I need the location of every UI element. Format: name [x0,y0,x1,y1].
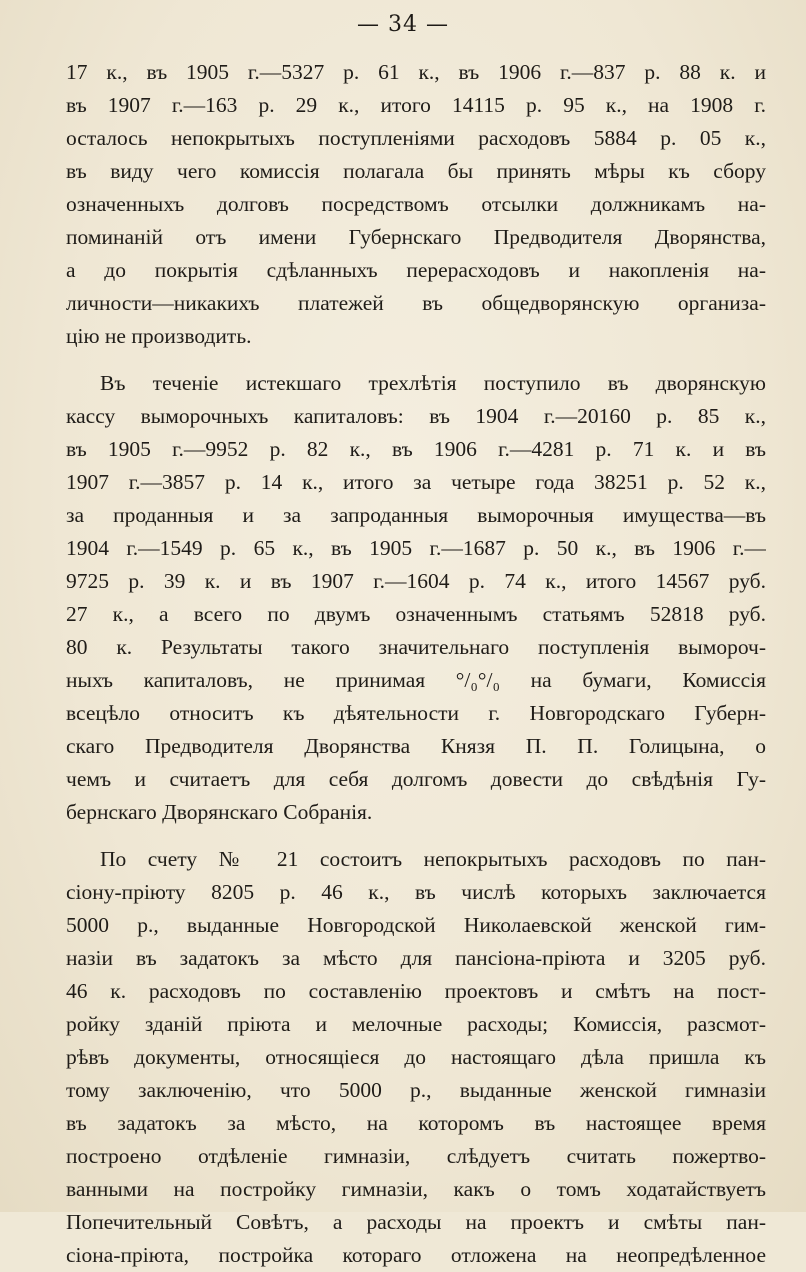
text-line: а до покрытія сдѣланныхъ перерасходовъ и накопленія на- [66,258,766,282]
text-line: означенныхъ долговъ посредствомъ отсылки должникамъ на- [66,192,766,216]
text-line: 46 к. расходовъ по составленію проектовъ и смѣтъ на пост- [66,979,766,1003]
text-line: цію не производить. [66,324,252,348]
text-line: ныхъ капиталовъ, не принимая °/₀°/₀ на бумаги, Комиссія [66,668,766,692]
text-line: скаго Предводителя Дворянства Князя П. П. Голицына, о [66,734,766,758]
text-line: 9725 р. 39 к. и въ 1907 г.—1604 р. 74 к., итого 14567 руб. [66,569,766,593]
text-line: поминаній отъ имени Губернскаго Предводителя Дворянства, [66,225,766,249]
paragraph-2 [66,367,766,829]
paragraph-1 [66,56,766,353]
text-line: Попечительный Совѣтъ, а расходы на проектъ и смѣты пан- [66,1210,766,1234]
paragraph-3 [66,843,766,1272]
text-line: ванными на постройку гимназіи, какъ о томъ ходатайствуетъ [66,1177,766,1201]
text-line: По счету № 21 состоитъ непокрытыхъ расходовъ по пан- [100,847,766,871]
text-line: всецѣло относитъ къ дѣятельности г. Новгородскаго Губерн- [66,701,766,725]
text-line: ройку зданій пріюта и мелочные расходы; Комиссія, разсмот- [66,1012,766,1036]
text-line: кассу выморочныхъ капиталовъ: въ 1904 г.—20160 р. 85 к., [66,404,766,428]
text-line: Въ теченіе истекшаго трехлѣтія поступило въ дворянскую [100,371,766,395]
text-line: чемъ и считаетъ для себя долгомъ довести до свѣдѣнія Гу- [66,767,766,791]
text-line: въ 1907 г.—163 р. 29 к., итого 14115 р. 95 к., на 1908 г. [66,93,766,117]
text-line: тому заключенію, что 5000 р., выданные женской гимназіи [66,1078,766,1102]
text-line: 5000 р., выданные Новгородской Николаевской женской гим- [66,913,766,937]
text-line: осталось непокрытыхъ поступленіями расходовъ 5884 р. 05 к., [66,126,766,150]
text-line: въ задатокъ за мѣсто, на которомъ въ настоящее время [66,1111,766,1135]
text-line: 1907 г.—3857 р. 14 к., итого за четыре года 38251 р. 52 к., [66,470,766,494]
text-line: личности—никакихъ платежей въ общедворянскую организа- [66,291,766,315]
text-line: 17 к., въ 1905 г.—5327 р. 61 к., въ 1906 г.—837 р. 88 к. и [66,60,766,84]
text-line: рѣвъ документы, относящіеся до настоящаго дѣла пришла къ [66,1045,766,1069]
text-line: 1904 г.—1549 р. 65 к., въ 1905 г.—1687 р. 50 к., въ 1906 г.— [66,536,766,560]
text-line: сіона-пріюта, постройка котораго отложена на неопредѣленное [66,1243,766,1267]
text-line: въ 1905 г.—9952 р. 82 к., въ 1906 г.—4281 р. 71 к. и въ [66,437,766,461]
text-line: въ виду чего комиссія полагала бы принять мѣры къ сбору [66,159,766,183]
text-line: 27 к., а всего по двумъ означеннымъ статьямъ 52818 руб. [66,602,766,626]
text-line: назіи въ задатокъ за мѣсто для пансіона-пріюта и 3205 руб. [66,946,766,970]
page-number: — 34 — [357,12,449,37]
text-line: за проданныя и за запроданныя выморочныя имущества—въ [66,503,766,527]
text-line: сіону-пріюту 8205 р. 46 к., въ числѣ которыхъ заключается [66,880,766,904]
body-text [66,56,766,1272]
text-line: построено отдѣленіе гимназіи, слѣдуетъ считать пожертво- [66,1144,766,1168]
text-line: бернскаго Дворянскаго Собранія. [66,800,373,824]
text-line: 80 к. Результаты такого значительнаго поступленія вымороч- [66,635,766,659]
